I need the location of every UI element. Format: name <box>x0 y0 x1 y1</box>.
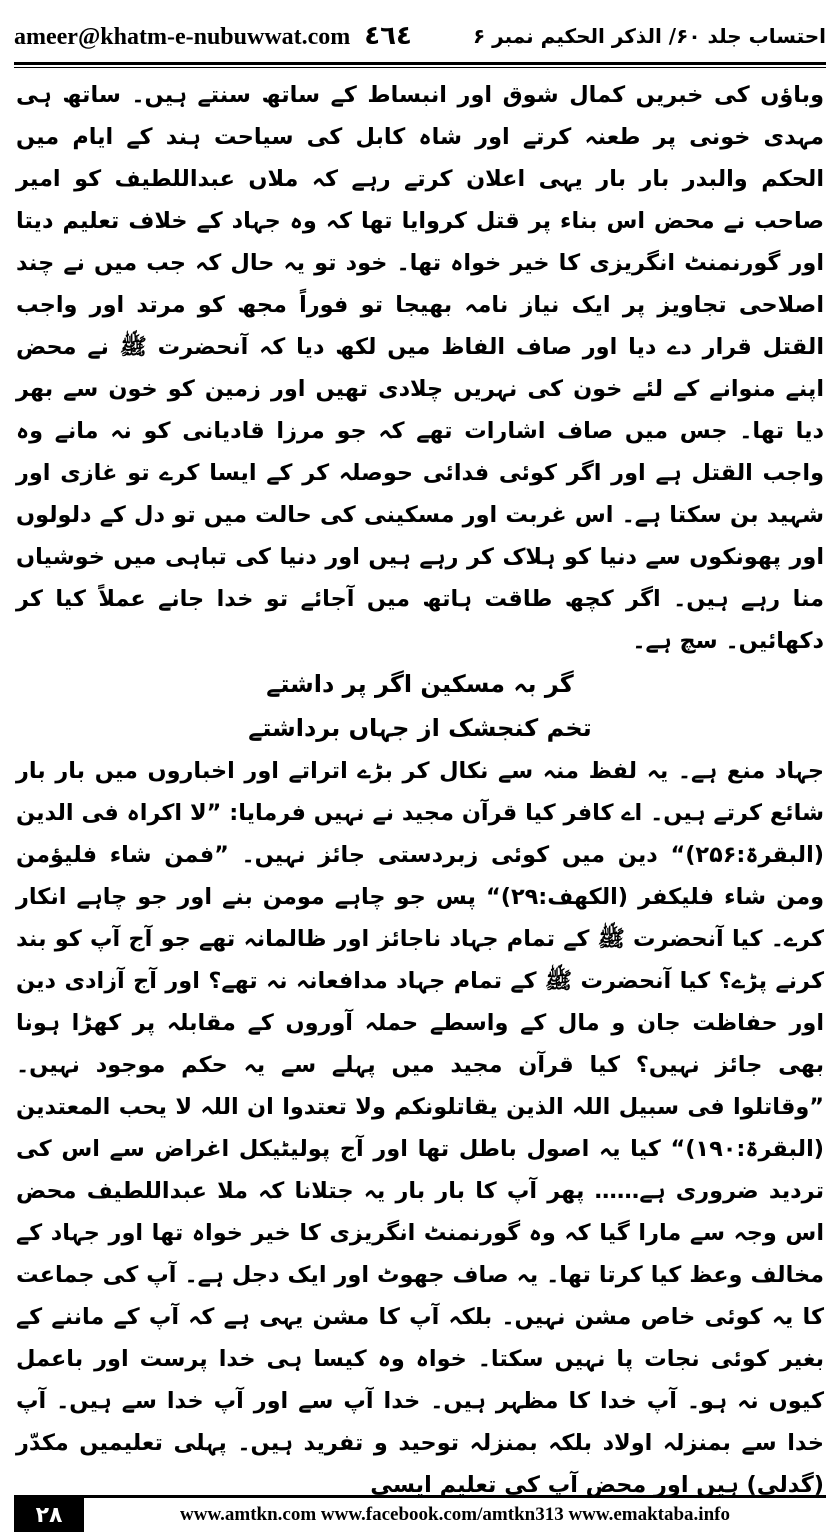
header-email: ameer@khatm-e-nubuwwat.com <box>14 24 351 50</box>
quran-quote-2: فمن شاء فلیؤمن ومن شاء فلیکفر (الکھف:۲۹) <box>16 842 825 910</box>
paragraph-2 <box>16 750 824 1506</box>
verse-line-2: تخم کنجشک از جہاں برداشتے <box>248 714 592 742</box>
quran-quote-1: لا اکراہ فی الدین (البقرۃ:۲۵۶) <box>16 800 824 868</box>
quran-quote-3: وقاتلوا فی سبیل اللہ الذین یقاتلونکم ولا تعتدوا ان اللہ لا یحب المعتدین (البقرۃ:۱۹۰) <box>16 1094 824 1162</box>
verse-line-1: گر بہ مسکین اگر پر داشتے <box>266 670 574 698</box>
header-left <box>14 21 412 51</box>
page-body <box>16 74 824 1506</box>
header-rule-thin <box>14 67 826 68</box>
footer-page-number: ۲۸ <box>14 1498 84 1532</box>
footer-links: www.amtkn.com www.facebook.com/amtkn313 www.emaktaba.info <box>180 1504 730 1525</box>
paragraph-2-part-b: “ دین میں کوئی زبردستی جائز نہیں۔ ” <box>214 842 686 868</box>
paragraph-2-part-d: “ کیا یہ اصول باطل تھا اور آج پولیٹیکل اغراض سے اس کی تردید ضروری ہے…… پھر آپ کا بار بار یہ جتلانا کہ ملا عبداللطیف محض اس وجہ سے مارا گیا کہ وہ گورنمنٹ انگریزی کا خیر خواہ تھا اور جہاد کے مخالف وعظ کیا کرتا تھا۔ یہ صاف جھوٹ اور ایک دجل ہے۔ آپ کی جماعت کا یہ کوئی خاص مشن نہیں۔ بلکہ آپ کا مشن یہی ہے کہ آپ کے ماننے کے بغیر کوئی نجات پا نہیں سکتا۔ خواہ وہ کیسا ہی خدا پرست اور باعمل کیوں نہ ہو۔ آپ خدا کا مظہر ہیں۔ خدا آپ سے اور آپ خدا سے ہیں۔ آپ خدا سے بمنزلہ اولاد بلکہ بمنزلہ توحید و تفرید ہیں۔ پہلی تعلیمیں مکدّر (گدلی) ہیں اور محض آپ کی تعلیم ایسی <box>16 1136 824 1498</box>
page-header <box>14 14 826 58</box>
page-footer <box>14 1495 826 1532</box>
paragraph-2-part-c: “ پس جو چاہے مومن بنے اور جو چاہے انکار کرے۔ کیا آنحضرت ﷺ کے تمام جہاد ناجائز اور ظالمانہ تھے جو آج آپ کو بند کرنے پڑے؟ کیا آنحضرت ﷺ کے تمام جہاد مدافعانہ نہ تھے؟ اور آج آزادی دین اور حفاظت جان و مال کے واسطے حملہ آوروں کے مقابلہ پر کھڑا ہونا بھی جائز نہیں؟ کیا قرآن مجید میں پہلے سے یہ حکم موجود نہیں۔ ” <box>16 884 824 1120</box>
header-issue-title: احتساب جلد ۶۰/ الذکر الحکیم نمبر ۶ <box>472 24 826 48</box>
persian-verse <box>16 662 824 750</box>
header-page-number: ٤٦٤ <box>364 21 412 51</box>
header-rule <box>14 62 826 65</box>
paragraph-1: وباؤں کی خبریں کمال شوق اور انبساط کے ساتھ سنتے ہیں۔ ساتھ ہی مہدی خونی پر طعنہ کرتے اور شاہ کابل کی سیاحت ہند کے ایام میں الحکم والبدر بار بار یہی اعلان کرتے رہے کہ ملاں عبداللطیف کو امیر صاحب نے محض اس بناء پر قتل کروایا تھا کہ وہ جہاد کے خلاف تعلیم دیتا اور گورنمنٹ انگریزی کا خیر خواہ تھا۔ خود تو یہ حال کہ جب میں نے چند اصلاحی تجاویز پر ایک نیاز نامہ بھیجا تو فوراً مجھ کو مرتد اور واجب القتل قرار دے دیا اور صاف الفاظ میں لکھ دیا کہ آنحضرت ﷺ نے محض اپنے منوانے کے لئے خون کی نہریں چلادی تھیں اور زمین کو خون سے بھر دیا تھا۔ جس میں صاف اشارات تھے کہ جو مرزا قادیانی کو نہ مانے وہ واجب القتل ہے اور اگر کوئی فدائی حوصلہ کر کے ایسا کرے تو غازی اور شہید بن سکتا ہے۔ اس غربت اور مسکینی کی حالت میں تو دل کے دلولوں اور پھونکوں سے دنیا کو ہلاک کر رہے ہیں اور دنیا کی تباہی میں خوشیاں منا رہے ہیں۔ اگر کچھ طاقت ہاتھ میں آجائے تو خدا جانے عملاً کیا کر دکھائیں۔ سچ ہے۔ <box>16 82 824 654</box>
paragraph-2-part-a: جہاد منع ہے۔ یہ لفظ منہ سے نکال کر بڑے اتراتے اور اخباروں میں بار بار شائع کرتے ہیں۔ اے کافر کیا قرآن مجید نے نہیں فرمایا: ” <box>16 758 824 826</box>
